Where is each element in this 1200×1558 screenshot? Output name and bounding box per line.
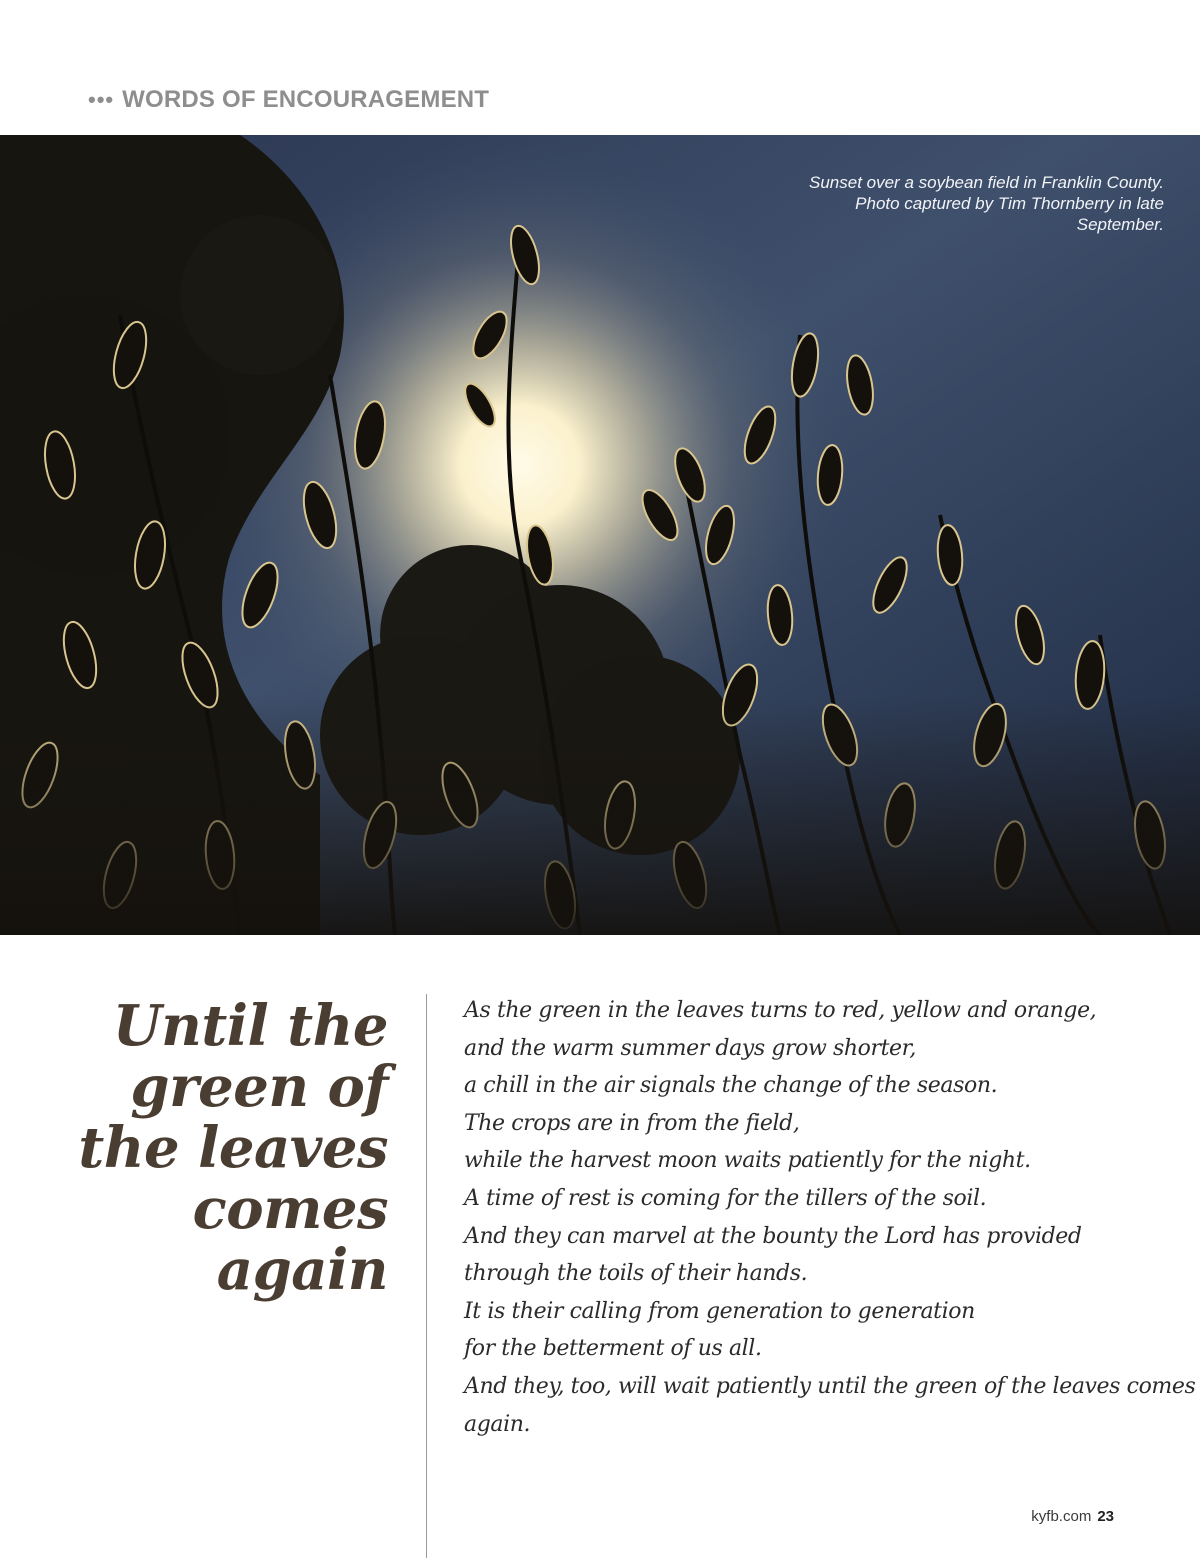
site-url: kyfb.com bbox=[1031, 1508, 1092, 1525]
poem-line: for the betterment of us all. bbox=[464, 1336, 762, 1362]
poem-line: And they, too, will wait patiently until the green of the leaves comes bbox=[464, 1373, 1196, 1399]
photo bbox=[0, 135, 1200, 935]
poem-line: and the warm summer days grow shorter, bbox=[464, 1035, 916, 1061]
poem-body bbox=[464, 992, 1196, 1443]
page-footer bbox=[1031, 1508, 1114, 1525]
header-dots-icon: ••• bbox=[88, 87, 115, 112]
poem-line: A time of rest is coming for the tillers of the soil. bbox=[464, 1185, 987, 1211]
poem-line: The crops are in from the field, bbox=[464, 1110, 800, 1136]
poem-line: through the toils of their hands. bbox=[464, 1261, 808, 1287]
poem-line: It is their calling from generation to generation bbox=[464, 1298, 975, 1324]
article-title: Until the green of the leaves comes again bbox=[78, 993, 388, 1303]
page-number: 23 bbox=[1097, 1508, 1114, 1525]
poem-line: again. bbox=[464, 1411, 531, 1437]
column-divider bbox=[426, 994, 427, 1558]
poem-line: while the harvest moon waits patiently for the night. bbox=[464, 1148, 1031, 1174]
soybean-sunset-image bbox=[0, 135, 1200, 935]
section-header bbox=[88, 84, 489, 116]
poem-line: As the green in the leaves turns to red, yellow and orange, bbox=[464, 998, 1097, 1023]
photo-caption: Sunset over a soybean field in Franklin County. Photo captured by Tim Thornberry in late September. bbox=[809, 173, 1164, 234]
poem-line: a chill in the air signals the change of the season. bbox=[464, 1073, 998, 1099]
poem-line: And they can marvel at the bounty the Lord has provided bbox=[464, 1223, 1082, 1249]
section-title: WORDS OF ENCOURAGEMENT bbox=[122, 86, 490, 113]
